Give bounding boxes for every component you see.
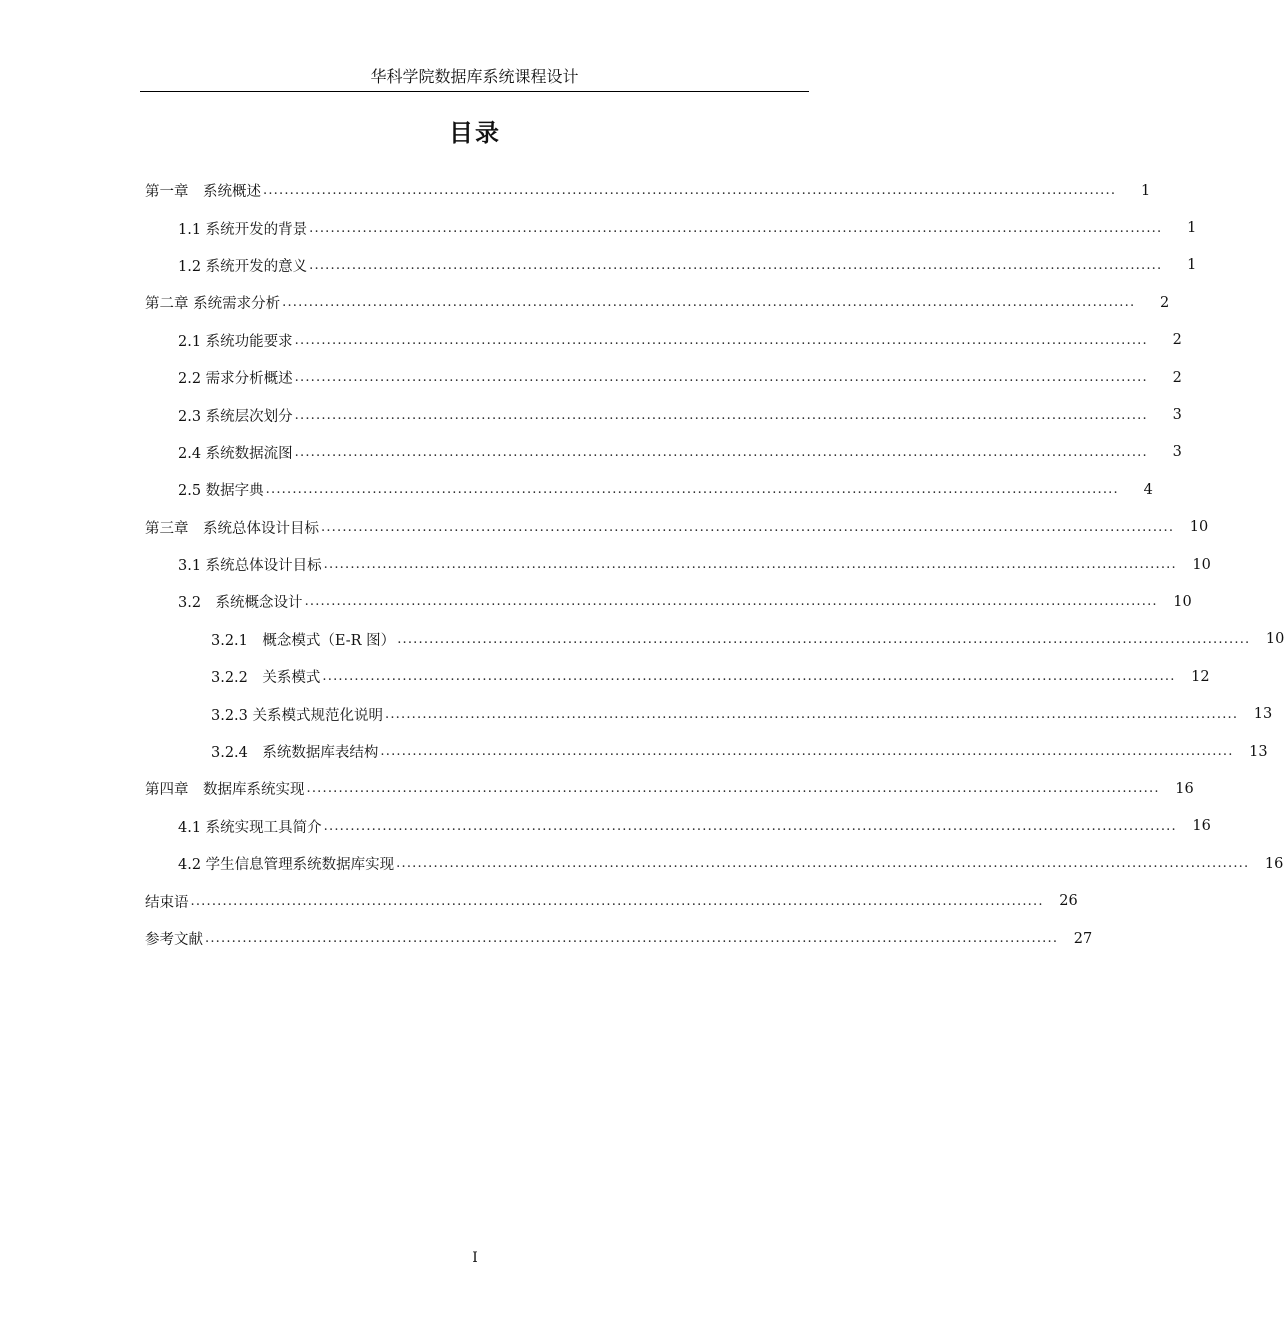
toc-entry-label: 2.5 数据字典 <box>178 483 264 500</box>
toc-entry-page: 27 <box>1073 930 1093 947</box>
toc-entry-page: 16 <box>1264 855 1284 872</box>
toc-entry-page: 13 <box>1249 743 1268 760</box>
toc-dot-leader: ................................................................................................................................................................ <box>322 669 1176 685</box>
toc-entry[interactable] <box>145 845 1284 882</box>
toc-entry[interactable] <box>145 471 1153 508</box>
toc-dot-leader: ................................................................................................................................................................ <box>306 781 1160 797</box>
toc-entry-page: 3 <box>1172 444 1182 461</box>
toc-entry[interactable] <box>145 546 1211 583</box>
page-title: 目录 <box>449 119 501 147</box>
toc-entry-label: 3.2.1 概念模式（E-R 图） <box>211 632 396 649</box>
toc-entry-label: 4.2 学生信息管理系统数据库实现 <box>178 857 395 874</box>
toc-entry-page: 2 <box>1160 294 1170 311</box>
toc-dot-leader: ................................................................................................................................................................ <box>294 444 1148 460</box>
toc-entry-page: 10 <box>1189 519 1209 536</box>
toc-entry[interactable] <box>145 920 1093 957</box>
toc-dot-leader: ................................................................................................................................................................ <box>304 594 1158 610</box>
toc-entry-label: 2.1 系统功能要求 <box>178 333 293 350</box>
toc-entry-page: 13 <box>1253 706 1273 723</box>
toc-entry-page: 2 <box>1172 369 1182 386</box>
toc-dot-leader: ................................................................................................................................................................ <box>294 407 1148 423</box>
toc-entry[interactable] <box>145 621 1284 658</box>
toc-dot-leader: ................................................................................................................................................................ <box>321 519 1175 535</box>
toc-dot-leader: ................................................................................................................................................................ <box>397 631 1251 647</box>
toc-entry-label: 3.2.4 系统数据库表结构 <box>211 745 379 762</box>
toc-entry-label: 第一章 系统概述 <box>145 184 261 201</box>
toc-dot-leader: ................................................................................................................................................................ <box>323 818 1177 834</box>
toc-entry[interactable] <box>145 247 1197 284</box>
toc-entry-page: 4 <box>1143 481 1153 498</box>
toc-entry[interactable] <box>145 172 1151 209</box>
toc-entry[interactable] <box>145 583 1192 620</box>
toc-dot-leader: ................................................................................................................................................................ <box>309 220 1163 236</box>
toc-entry-label: 1.1 系统开发的背景 <box>178 221 308 238</box>
toc-dot-leader: ................................................................................................................................................................ <box>263 183 1117 199</box>
toc-dot-leader: ................................................................................................................................................................ <box>323 557 1177 573</box>
page-number: I <box>472 1250 478 1266</box>
toc-entry-label: 2.3 系统层次划分 <box>178 408 293 425</box>
toc-entry-label: 1.2 系统开发的意义 <box>178 258 308 275</box>
toc-entry-page: 3 <box>1172 407 1182 424</box>
toc-entry[interactable] <box>145 695 1273 732</box>
toc-entry-label: 第三章 系统总体设计目标 <box>145 520 319 537</box>
toc-entry[interactable] <box>145 658 1210 695</box>
toc-entry-label: 参考文献 <box>145 932 203 948</box>
toc-entry-page: 12 <box>1191 668 1210 685</box>
toc-entry[interactable] <box>145 733 1268 770</box>
toc-entry-page: 1 <box>1187 257 1197 274</box>
toc-entry-label: 3.1 系统总体设计目标 <box>178 558 322 575</box>
toc-entry-page: 16 <box>1192 818 1211 835</box>
toc-entry-label: 第二章 系统需求分析 <box>145 296 281 313</box>
toc-entry[interactable] <box>145 209 1197 246</box>
toc-entry-page: 2 <box>1172 332 1182 349</box>
toc-dot-leader: ................................................................................................................................................................ <box>309 257 1163 273</box>
toc-entry-label: 3.2.3 关系模式规范化说明 <box>211 707 384 724</box>
toc-entry[interactable] <box>145 359 1182 396</box>
toc-entry-label: 第四章 数据库系统实现 <box>145 782 305 799</box>
toc-entry-label: 4.1 系统实现工具简介 <box>178 819 322 836</box>
toc-entry[interactable] <box>145 808 1211 845</box>
table-of-contents <box>145 172 1284 957</box>
toc-entry-label: 结束语 <box>145 894 189 911</box>
toc-dot-leader: ................................................................................................................................................................ <box>380 744 1234 760</box>
toc-dot-leader: ................................................................................................................................................................ <box>385 706 1239 722</box>
running-header: 华科学院数据库系统课程设计 <box>370 67 579 86</box>
toc-entry-page: 10 <box>1173 593 1192 610</box>
toc-dot-leader: ................................................................................................................................................................ <box>205 931 1059 946</box>
toc-entry-page: 16 <box>1175 780 1194 797</box>
toc-entry-page: 26 <box>1059 893 1078 910</box>
toc-entry-page: 1 <box>1187 220 1197 237</box>
header-rule <box>140 91 809 92</box>
toc-dot-leader: ................................................................................................................................................................ <box>265 482 1119 498</box>
toc-entry-page: 1 <box>1140 182 1151 199</box>
toc-entry[interactable] <box>145 509 1209 546</box>
toc-entry[interactable] <box>145 322 1182 359</box>
toc-dot-leader: ................................................................................................................................................................ <box>396 856 1250 872</box>
toc-entry-label: 3.2.2 关系模式 <box>211 670 321 687</box>
toc-dot-leader: ................................................................................................................................................................ <box>294 332 1148 348</box>
toc-entry[interactable] <box>145 882 1078 919</box>
toc-entry-page: 10 <box>1192 556 1211 573</box>
toc-entry-label: 3.2 系统概念设计 <box>178 595 303 612</box>
toc-entry[interactable] <box>145 284 1170 321</box>
toc-entry[interactable] <box>145 770 1194 807</box>
toc-entry-page: 10 <box>1265 631 1284 648</box>
toc-entry-label: 2.2 需求分析概述 <box>178 371 293 388</box>
toc-dot-leader: ................................................................................................................................................................ <box>282 295 1136 311</box>
toc-dot-leader: ................................................................................................................................................................ <box>294 370 1148 386</box>
toc-dot-leader: ................................................................................................................................................................ <box>190 893 1044 909</box>
toc-entry[interactable] <box>145 396 1182 433</box>
toc-entry-label: 2.4 系统数据流图 <box>178 445 293 462</box>
toc-entry[interactable] <box>145 434 1182 471</box>
